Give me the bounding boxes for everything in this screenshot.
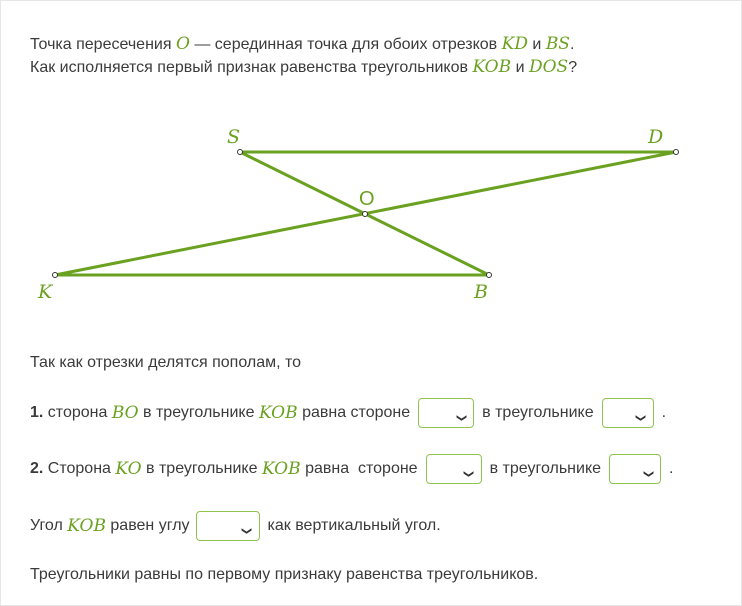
- item-text: равна стороне: [302, 404, 411, 421]
- label-k: K: [38, 281, 53, 303]
- math-triangle-kob: KOB: [261, 459, 301, 479]
- label-d: D: [648, 126, 664, 148]
- question-text: Точка пересечения: [30, 36, 172, 53]
- item-text: в треугольнике: [146, 460, 258, 477]
- point-s: [238, 150, 243, 155]
- triangle-select-1[interactable]: [602, 398, 654, 428]
- intro-text: [30, 352, 301, 374]
- chevron-down-icon: ❯: [455, 413, 467, 423]
- point-k: [53, 273, 58, 278]
- math-triangle-kob: KOB: [258, 403, 298, 423]
- item-text: в треугольнике: [143, 404, 255, 421]
- math-side-ko: KO: [115, 459, 142, 479]
- item-text: в треугольнике: [482, 404, 594, 421]
- math-side-bo: BO: [111, 403, 139, 423]
- question-text: .: [569, 36, 575, 53]
- angle-select[interactable]: [196, 511, 260, 541]
- conclusion: [30, 564, 538, 586]
- math-segment-kd: KD: [501, 34, 528, 54]
- chevron-down-icon: ❯: [241, 526, 253, 536]
- point-d: [674, 150, 679, 155]
- math-angle-kob: KOB: [67, 516, 106, 536]
- chevron-down-icon: ❯: [642, 469, 654, 479]
- side-select-1[interactable]: [418, 398, 474, 428]
- item-text: Угол: [30, 517, 63, 534]
- math-triangle-kob: KOB: [472, 57, 512, 77]
- item-number: 2.: [30, 460, 44, 477]
- item-number: 1.: [30, 404, 44, 421]
- question-text: Как исполняется первый признак равенства треугольников: [30, 59, 468, 76]
- math-segment-bs: BS: [545, 34, 570, 54]
- chevron-down-icon: ❯: [463, 469, 475, 479]
- question-text: и: [515, 59, 525, 76]
- item-text: равна стороне: [305, 460, 418, 477]
- question-text: ?: [568, 59, 578, 76]
- point-o: [363, 212, 368, 217]
- label-s: S: [227, 126, 241, 148]
- math-triangle-dos: DOS: [528, 57, 569, 77]
- item-text: сторона: [47, 404, 108, 421]
- item-1: [30, 398, 666, 428]
- math-point-o: O: [175, 34, 190, 54]
- angle-item: [30, 511, 441, 541]
- item-text: .: [669, 460, 674, 477]
- item-text: в треугольнике: [489, 460, 602, 477]
- point-b: [487, 273, 492, 278]
- item-text: Сторона: [47, 460, 111, 477]
- intro-label: Так как отрезки делятся пополам, то: [30, 354, 302, 371]
- triangle-select-2[interactable]: [609, 454, 661, 484]
- conclusion-text: Треугольники равны по первому признаку равенства треугольников.: [30, 566, 539, 583]
- item-text: .: [661, 404, 667, 421]
- label-o: O: [359, 188, 375, 210]
- chevron-down-icon: ❯: [635, 413, 647, 423]
- question-text: — серединная точка для обоих отрезков: [194, 36, 498, 53]
- question-text: и: [532, 36, 542, 53]
- item-2: [30, 454, 673, 484]
- label-b: B: [474, 281, 488, 303]
- side-select-2[interactable]: [426, 454, 482, 484]
- item-text: равен углу: [110, 517, 190, 534]
- item-text: как вертикальный угол.: [267, 517, 441, 534]
